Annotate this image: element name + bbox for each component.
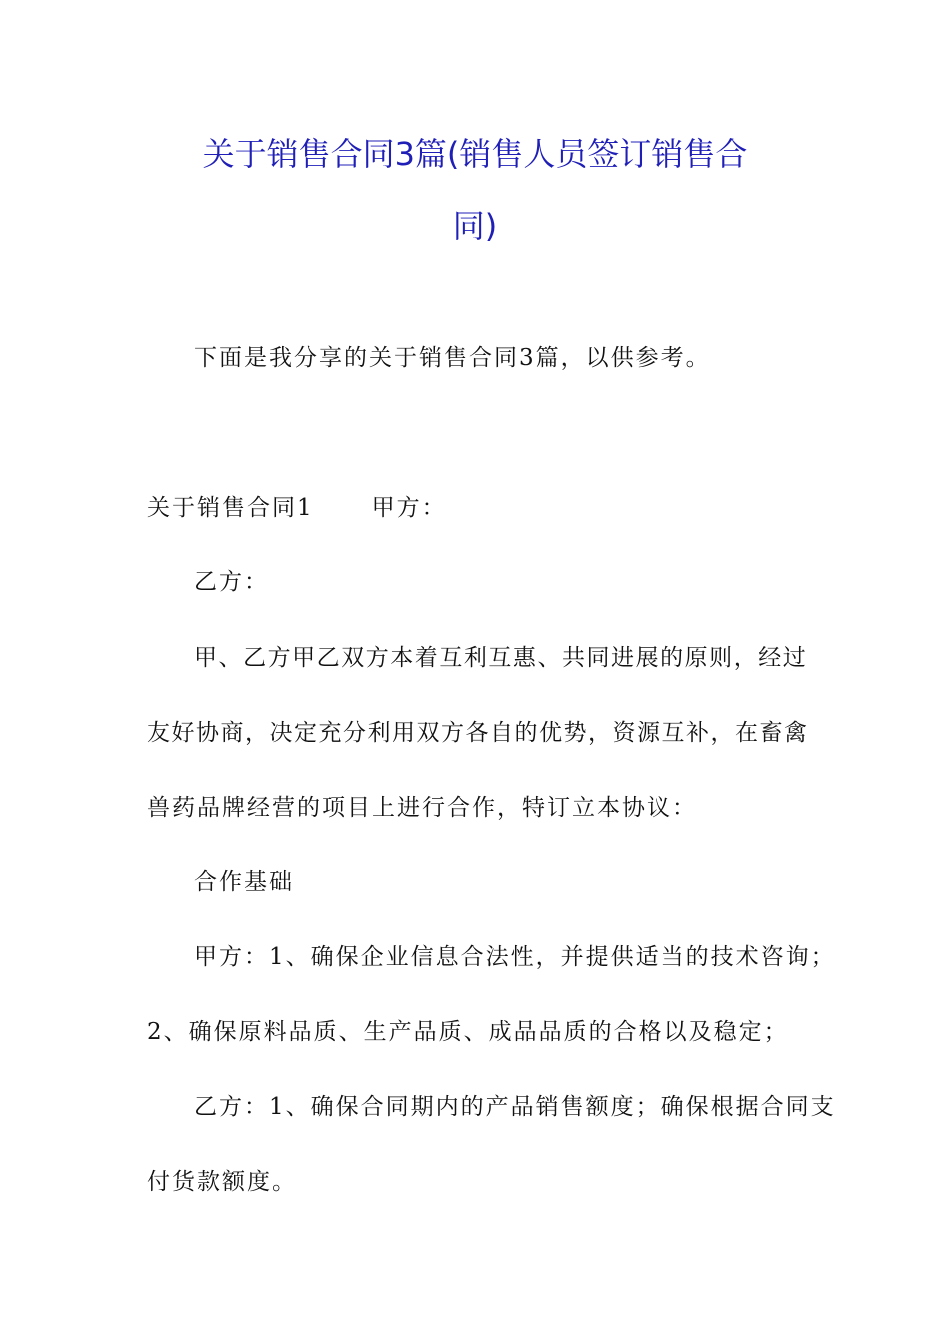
glyph: 本: [390, 645, 414, 671]
glyph: 补: [686, 720, 709, 746]
glyph: 、: [218, 645, 242, 671]
glyph: 好: [171, 720, 195, 746]
glyph: ，: [245, 720, 268, 746]
glyph: 禽: [784, 720, 807, 746]
glyph: 方: [365, 645, 389, 671]
glyph: 方: [267, 645, 291, 671]
glyph: 乙: [316, 645, 340, 671]
glyph: 乙: [243, 645, 267, 671]
glyph: 自: [490, 720, 513, 746]
paragraph-1-line-3: 兽药品牌经营的项目上进行合作，特订立本协议：: [147, 795, 697, 821]
document-title-line-1: 关于销售合同3篇(销售人员签订销售合: [202, 135, 748, 173]
glyph: ，: [710, 720, 734, 746]
glyph: 互: [488, 645, 512, 671]
section-heading: 关于销售合同1: [147, 495, 314, 521]
glyph: 资: [612, 720, 636, 746]
glyph: 友: [147, 720, 170, 746]
glyph: 互: [661, 720, 685, 746]
paragraph-3-line-1: 乙方：1、确保合同期内的产品销售额度；确保根据合同支: [194, 1094, 836, 1120]
glyph: 方: [441, 720, 464, 746]
glyph: 惠: [512, 645, 536, 671]
paragraph-2-line-2: 2、确保原料品质、生产品质、成品品质的合格以及稳定；: [147, 1019, 789, 1045]
glyph: 、: [537, 645, 561, 671]
party-b-label: 乙方：: [194, 569, 269, 595]
paragraph-1-line-1: [194, 642, 806, 674]
glyph: 着: [414, 645, 438, 671]
glyph: 用: [392, 720, 415, 746]
glyph: 过: [782, 645, 806, 671]
document-title-line-2: 同): [452, 207, 498, 245]
section-heading-row: [147, 492, 447, 524]
glyph: 进: [611, 645, 635, 671]
glyph: 各: [465, 720, 489, 746]
glyph: 的: [660, 645, 684, 671]
glyph: 展: [635, 645, 659, 671]
glyph: 定: [294, 720, 317, 746]
glyph: 经: [758, 645, 782, 671]
glyph: 原: [684, 645, 708, 671]
glyph: 利: [463, 645, 487, 671]
glyph: 商: [220, 720, 244, 746]
glyph: 双: [416, 720, 440, 746]
glyph: 畜: [759, 720, 783, 746]
paragraph-2-line-1: 甲方：1、确保企业信息合法性，并提供适当的技术咨询；: [194, 944, 836, 970]
glyph: 利: [367, 720, 391, 746]
glyph: ，: [733, 645, 757, 671]
glyph: 则: [709, 645, 733, 671]
glyph: 同: [586, 645, 610, 671]
glyph: ，: [588, 720, 611, 746]
glyph: 充: [318, 720, 342, 746]
glyph: 分: [343, 720, 366, 746]
paragraph-1-line-2: [147, 717, 807, 749]
paragraph-3-line-2: 付货款额度。: [147, 1169, 297, 1195]
intro-paragraph: 下面是我分享的关于销售合同3篇，以供参考。: [194, 345, 711, 371]
glyph: 的: [514, 720, 538, 746]
glyph: 优: [539, 720, 562, 746]
glyph: 协: [196, 720, 219, 746]
glyph: 甲: [292, 645, 316, 671]
party-a-label: 甲方：: [371, 495, 447, 521]
glyph: 双: [341, 645, 365, 671]
glyph: 源: [637, 720, 660, 746]
cooperation-basis-heading: 合作基础: [194, 869, 294, 895]
glyph: 决: [269, 720, 293, 746]
glyph: 在: [735, 720, 758, 746]
glyph: 互: [439, 645, 463, 671]
glyph: 势: [563, 720, 587, 746]
glyph: 共: [561, 645, 585, 671]
glyph: 甲: [194, 645, 217, 671]
